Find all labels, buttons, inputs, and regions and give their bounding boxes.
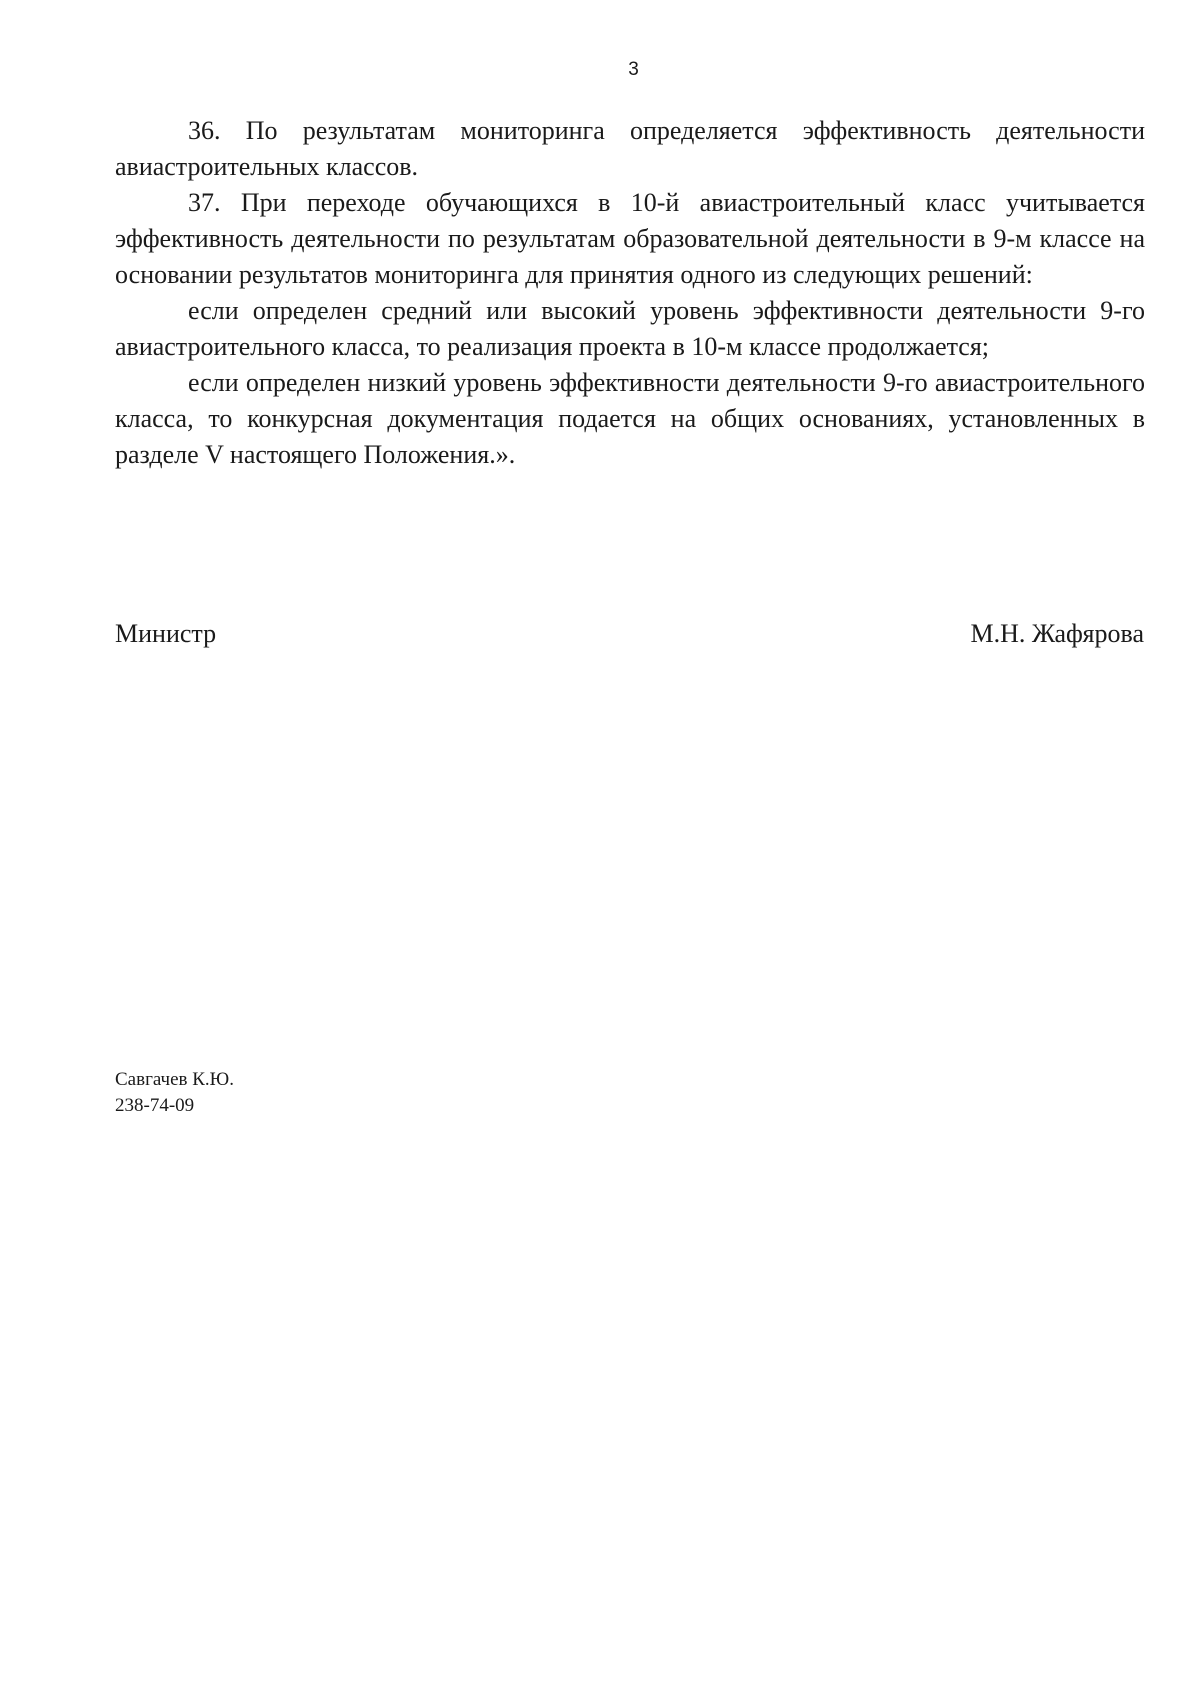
executor-name: Савгачев К.Ю. [115,1069,234,1090]
page-number: 3 [628,59,639,80]
paragraph-37: 37. При переходе обучающихся в 10-й авиастроительный класс учитывается эффективность деятельности по результатам образовательной деятельности в 9-м классе на основании результатов мониторинга для принятия одного из следующих решений: [115,188,1145,289]
document-body [115,113,1145,473]
signatory-title: Министр [115,619,217,648]
paragraph-37-option-general: если определен низкий уровень эффективности деятельности 9-го авиастроительного класса, то конкурсная документация подается на общих основаниях, установленных в разделе V настоящего Положения.». [115,368,1145,469]
executor-phone: 238-74-09 [115,1095,195,1116]
signatory-name: М.Н. Жафярова [970,619,1144,648]
paragraph-36: 36. По результатам мониторинга определяется эффективность деятельности авиастроительных классов. [115,116,1145,181]
paragraph-37-option-continue: если определен средний или высокий уровень эффективности деятельности 9-го авиастроительного класса, то реализация проекта в 10-м классе продолжается; [115,296,1145,361]
executor-block [115,1067,234,1119]
